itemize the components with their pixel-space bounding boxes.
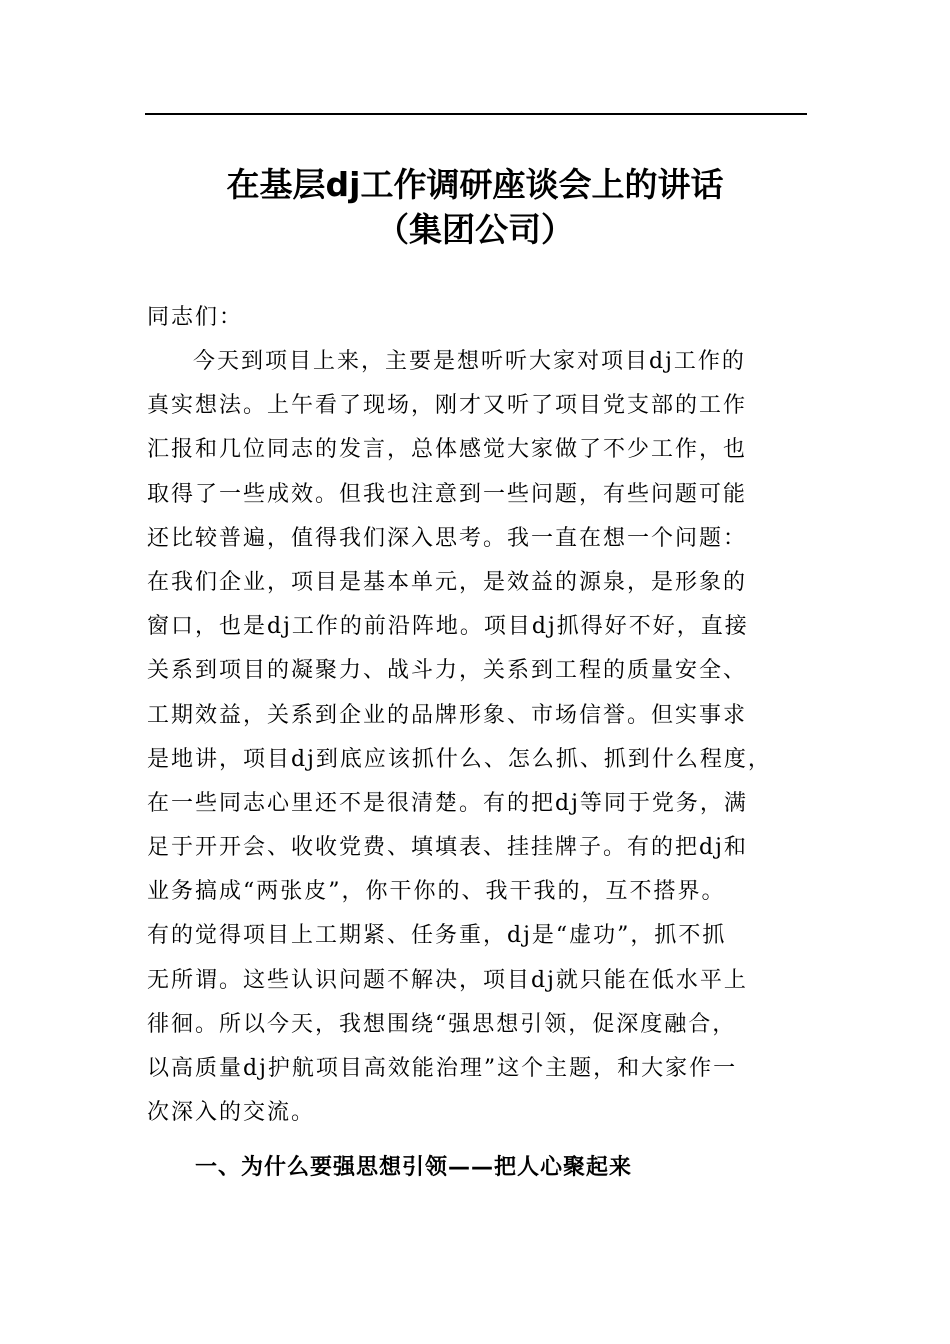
document-subtitle: （集团公司）: [376, 210, 574, 249]
paragraph-line: 业务搞成“两张皮”，你干你的、我干我的，互不搭界。: [147, 879, 726, 905]
paragraph-line: 汇报和几位同志的发言，总体感觉大家做了不少工作，也: [147, 437, 748, 463]
document-title: 在基层dj工作调研座谈会上的讲话: [226, 165, 724, 204]
paragraph-line: 真实想法。上午看了现场，刚才又听了项目党支部的工作: [147, 393, 748, 419]
paragraph-line: 窗口，也是dj工作的前沿阵地。项目dj抓得好不好，直接: [147, 614, 749, 640]
paragraph-line: 在一些同志心里还不是很清楚。有的把dj等同于党务，满: [147, 790, 748, 816]
paragraph-line: 次深入的交流。: [147, 1100, 316, 1126]
paragraph-line: 以高质量dj护航项目高效能治理”这个主题，和大家作一: [147, 1056, 738, 1081]
paragraph-line: 足于开开会、收收党费、填填表、挂挂牌子。有的把dj和: [147, 835, 748, 861]
paragraph-line: 是地讲，项目dj到底应该抓什么、怎么抓、抓到什么程度，: [147, 746, 772, 772]
paragraph-line: 在我们企业，项目是基本单元，是效益的源泉，是形象的: [147, 569, 748, 595]
paragraph-line: 今天到项目上来，主要是想听听大家对项目dj工作的: [193, 349, 746, 374]
paragraph-line: 取得了一些成效。但我也注意到一些问题，有些问题可能: [147, 481, 748, 507]
paragraph-line: 有的觉得项目上工期紧、任务重，dj是“虚功”，抓不抓: [147, 923, 727, 949]
paragraph-line: 徘徊。所以今天，我想围绕“强思想引领，促深度融合，: [147, 1011, 737, 1037]
paragraph-line: 关系到项目的凝聚力、战斗力，关系到工程的质量安全、: [147, 658, 748, 684]
paragraph-line: 无所谓。这些认识问题不解决，项目dj就只能在低水平上: [147, 967, 748, 993]
paragraph-line: 还比较普遍，值得我们深入思考。我一直在想一个问题：: [147, 525, 748, 551]
salutation: 同志们：: [147, 305, 244, 330]
header-rule: [145, 113, 807, 115]
section-heading: 一、为什么要强思想引领——把人心聚起来: [195, 1155, 633, 1180]
body-paragraph: [147, 340, 807, 1135]
paragraph-line: 工期效益，关系到企业的品牌形象、市场信誉。但实事求: [147, 702, 748, 728]
